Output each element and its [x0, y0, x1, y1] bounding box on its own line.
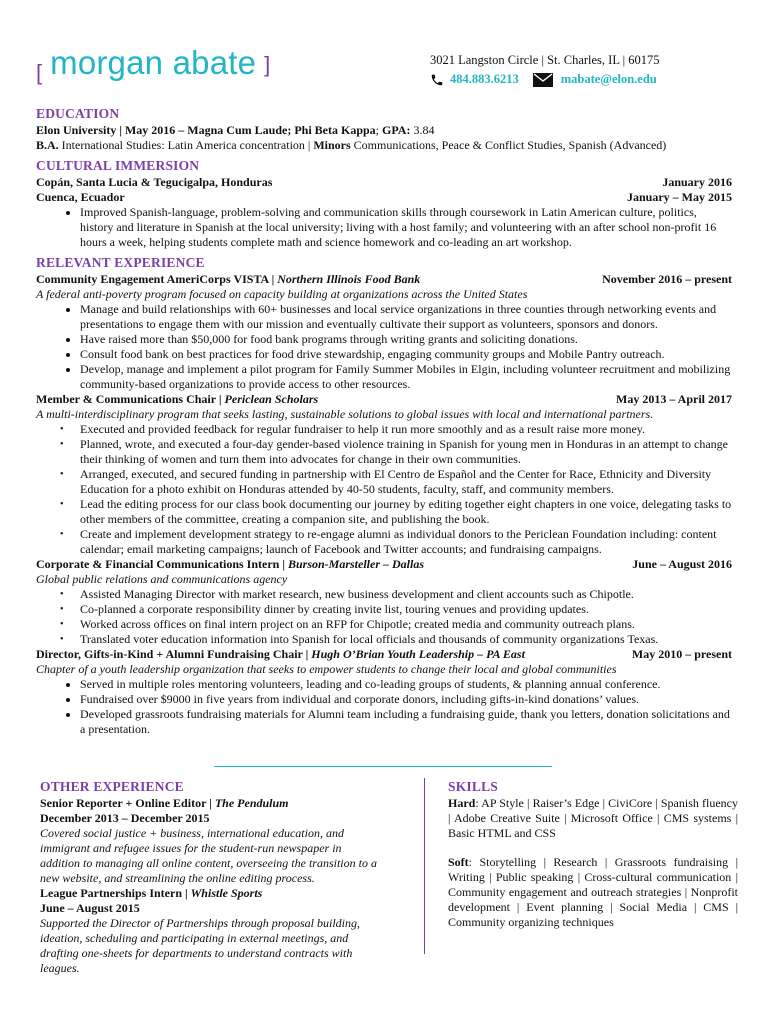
job-description: Global public relations and communications agency: [36, 572, 288, 586]
list-item: • Consult food bank on best practices for food drive stewardship, engaging community groups and Mobile Pantry outreach.: [80, 347, 732, 362]
job-bullets: [36, 302, 732, 392]
cultural-line-2: Cuenca, Ecuador January – May 2015: [36, 190, 732, 204]
list-item: • Improved Spanish-language, problem-solving and communication skills through coursework in Latin American culture, politics, history and literature in Spanish at the local university; living with a host family; and volunteering with an after school non-profit 16 hours a week, helping students complete math and science homework and co-leading an art workshop.: [80, 205, 732, 250]
list-item: • Executed and provided feedback for regular fundraiser to help it run more smoothly and as a result raise more money.: [80, 422, 732, 437]
other-experience-column: [40, 778, 378, 976]
job-bullets: [36, 587, 732, 647]
phone-icon: [430, 73, 444, 87]
list-item: • Develop, manage and implement a pilot program for Family Summer Mobiles in Elgin, including volunteer recruitment and mobilizing community-based organizations to provide access to other resources.: [80, 362, 732, 392]
list-item: • Worked across offices on final intern project on an RFP for Chipotle; created media and community outreach plans.: [80, 617, 732, 632]
cultural-bullets: [36, 205, 732, 250]
list-item: • Fundraised over $9000 in five years from individual and corporate donors, including gifts-in-kind donations’ values.: [80, 692, 732, 707]
job-bullets: [36, 422, 732, 557]
job-title-row: Community Engagement AmeriCorps VISTA | Northern Illinois Food Bank November 2016 – present: [36, 272, 732, 286]
name-header: [36, 46, 270, 84]
skills-column: [448, 778, 738, 930]
skills-heading: SKILLS: [448, 779, 498, 794]
other-date: December 2013 – December 2015: [40, 811, 210, 825]
envelope-icon: [533, 73, 553, 87]
job-title-row: Member & Communications Chair | Periclean Scholars May 2013 – April 2017: [36, 392, 732, 406]
contact-row: [430, 72, 657, 87]
horizontal-divider: [214, 766, 552, 767]
list-item: • Assisted Managing Director with market research, new business development and client accounts such as Chipotle.: [80, 587, 732, 602]
list-item: • Planned, wrote, and executed a four-day gender-based violence training in Spanish for young men in Honduras in an attempt to change their thinking of women and turn them into advocates for change in their own communities.: [80, 437, 732, 467]
soft-skills: Soft: Storytelling | Research | Grassroots fundraising | Writing | Public speaking | Cross-cultural communication | Community engagement and outreach strategies | Nonprofit development | Event planning | Social Media | CMS | Community organizing techniques: [448, 855, 738, 929]
list-item: • Create and implement development strategy to re-engage alumni as individual donors to the Periclean Foundation including: content calendar; email marketing campaigns; launch of Facebook and Twitter accounts; and fundraising campaigns.: [80, 527, 732, 557]
list-item: • Developed grassroots fundraising materials for Alumni team including a fundraising guide, thank you letters, donation solicitations and a presentation.: [80, 707, 732, 737]
list-item: • Manage and build relationships with 60+ businesses and local service organizations in three counties through networking events and presentations to engage them with our mission and eventually cultivate their support as volunteers, sponsors and donors.: [80, 302, 732, 332]
other-description: Covered social justice + business, international education, and immigrant and refugee issues for the student-run newspaper in addition to managing all online content, overseeing the transition to a new website, and streamlining the online editing process.: [40, 826, 377, 885]
list-item: • Translated voter education information into Spanish for local officials and thousands of community organizations Texas.: [80, 632, 732, 647]
close-bracket: ]: [264, 52, 271, 77]
cultural-line-1: Copán, Santa Lucia & Tegucigalpa, Honduras January 2016: [36, 175, 732, 189]
education-line-2: B.A. International Studies: Latin America concentration | Minors Communications, Peace & Conflict Studies, Spanish (Advanced): [36, 138, 667, 152]
email-link[interactable]: mabate@elon.edu: [560, 72, 657, 86]
education-heading: EDUCATION: [36, 106, 120, 121]
candidate-name: morgan abate: [50, 44, 257, 81]
phone-number[interactable]: 484.883.6213: [450, 72, 519, 86]
other-description: Supported the Director of Partnerships through proposal building, ideation, scheduling and participating in external meetings, and drafting one-sheets for departments to understand contracts with leagues.: [40, 916, 360, 975]
vertical-divider: [424, 778, 425, 954]
hard-skills: Hard: AP Style | Raiser’s Edge | CiviCore | Spanish fluency | Adobe Creative Suite | Microsoft Office | CMS systems | Basic HTML and CSS: [448, 796, 738, 840]
open-bracket: [: [36, 60, 43, 85]
list-item: • Co-planned a corporate responsibility dinner by creating invite list, touring venues and providing updates.: [80, 602, 732, 617]
job-description: A federal anti-poverty program focused on capacity building at organizations across the United States: [36, 287, 528, 301]
list-item: • Lead the editing process for our class book documenting our journey by editing together eight chapters in one voice, delegating tasks to other members of the committee, creating a companion site, and publishing the book.: [80, 497, 732, 527]
relevant-heading: RELEVANT EXPERIENCE: [36, 255, 205, 270]
education-line-1: Elon University | May 2016 – Magna Cum Laude; Phi Beta Kappa; GPA: 3.84: [36, 123, 435, 137]
job-title-row: Director, Gifts-in-Kind + Alumni Fundraising Chair | Hugh O’Brian Youth Leadership – PA East May 2010 – present: [36, 647, 732, 661]
list-item: • Served in multiple roles mentoring volunteers, leading and co-leading groups of students, & planning annual conference.: [80, 677, 732, 692]
job-description: Chapter of a youth leadership organization that seeks to empower students to change their local and global communities: [36, 662, 617, 676]
other-heading: OTHER EXPERIENCE: [40, 779, 184, 794]
other-date: June – August 2015: [40, 901, 140, 915]
job-description: A multi-interdisciplinary program that seeks lasting, sustainable solutions to global issues with local and international partners.: [36, 407, 654, 421]
cultural-heading: CULTURAL IMMERSION: [36, 158, 200, 173]
main-content: [36, 105, 732, 737]
job-title-row: Corporate & Financial Communications Intern | Burson-Marsteller – Dallas June – August 2016: [36, 557, 732, 571]
job-bullets: [36, 677, 732, 737]
other-title: League Partnerships Intern | Whistle Sports: [40, 886, 263, 900]
address: 3021 Langston Circle | St. Charles, IL | 60175: [430, 53, 660, 67]
list-item: • Arranged, executed, and secured funding in partnership with El Centro de Español and the Center for Race, Ethnicity and Diversity Education for a photo exhibit on Honduras attended by 40-50 students, faculty, staff, and community members.: [80, 467, 732, 497]
other-title: Senior Reporter + Online Editor | The Pendulum: [40, 796, 289, 810]
list-item: • Have raised more than $50,000 for food bank programs through writing grants and soliciting donations.: [80, 332, 732, 347]
